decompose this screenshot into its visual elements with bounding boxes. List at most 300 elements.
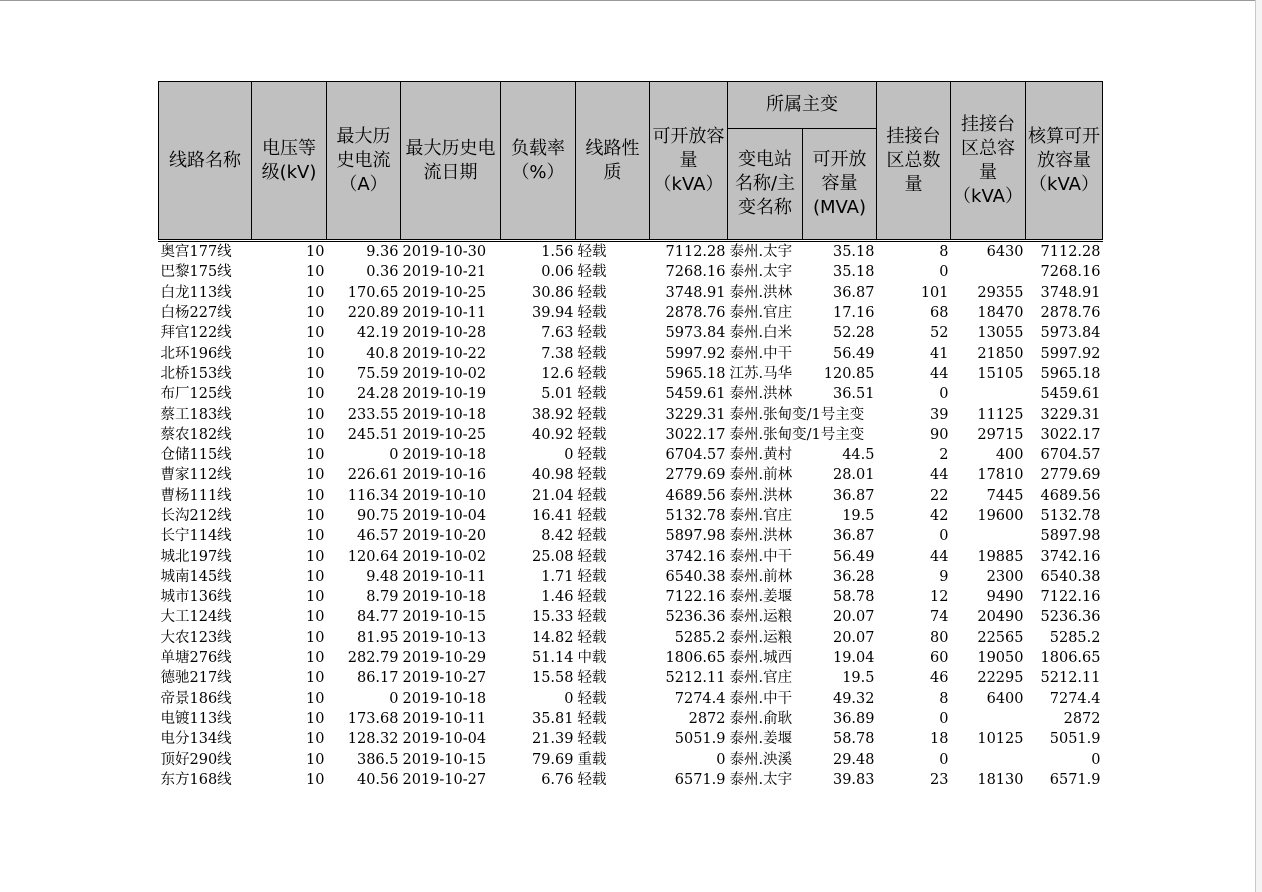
cell-voltage: 10 [306, 528, 325, 545]
cell-area-capacity: 18470 [977, 305, 1024, 322]
cell-load-rate: 15.58 [531, 670, 574, 687]
cell-load-rate: 14.82 [531, 629, 574, 646]
cell-area-count: 68 [930, 305, 949, 322]
cell-voltage: 10 [306, 264, 325, 281]
header-open-capacity: 可开放容量（kVA） [650, 82, 728, 241]
cell-area-capacity [951, 526, 1026, 546]
cell-nature: 轻载 [577, 244, 607, 261]
cell-open-capacity: 7268.16 [665, 264, 726, 281]
cell-open-capacity: 2779.69 [665, 467, 726, 484]
cell-area-count: 0 [939, 751, 949, 768]
cell-area-count: 46 [930, 670, 949, 687]
cell-line-name: 城南145线 [160, 568, 232, 585]
cell-mt-capacity: 36.89 [832, 710, 875, 727]
cell-station: 泰州.洪林 [729, 528, 793, 545]
cell-max-date: 2019-10-27 [402, 771, 487, 788]
cell-open-capacity: 7122.16 [665, 589, 726, 606]
cell-line-name: 奥宫177线 [160, 244, 232, 261]
cell-max-date: 2019-10-11 [402, 305, 487, 322]
cell-line-name: 白杨227线 [160, 305, 232, 322]
cell-area-count: 9 [939, 568, 949, 585]
cell-max-date: 2019-10-18 [402, 690, 487, 707]
cell-calc-capacity: 7274.4 [1049, 690, 1101, 707]
cell-max-current: 233.55 [347, 406, 399, 423]
cell-voltage: 10 [306, 548, 325, 565]
cell-open-capacity: 5459.61 [665, 386, 726, 403]
header-max-date: 最大历史电流日期 [401, 82, 501, 241]
table-body [159, 241, 1103, 791]
cell-load-rate: 25.08 [531, 548, 574, 565]
cell-area-capacity: 7445 [986, 487, 1024, 504]
cell-calc-capacity: 7112.28 [1040, 244, 1101, 261]
cell-station: 泰州.官庄 [729, 305, 793, 322]
cell-max-current: 0.36 [366, 264, 399, 281]
header-mt-capacity: 可开放容量(MVA) [803, 129, 877, 241]
cell-calc-capacity: 5236.36 [1040, 609, 1101, 626]
cell-voltage: 10 [306, 284, 325, 301]
cell-mt-capacity: 56.49 [832, 548, 875, 565]
cell-max-date: 2019-10-02 [402, 548, 487, 565]
cell-area-capacity: 19885 [977, 548, 1024, 565]
table-row [159, 445, 1103, 465]
cell-max-current: 245.51 [347, 426, 399, 443]
cell-station: 泰州.张甸变/1号主变 [729, 426, 865, 443]
cell-mt-capacity: 36.51 [832, 386, 875, 403]
cell-area-count: 8 [939, 690, 949, 707]
table-row [159, 689, 1103, 709]
cell-nature: 轻载 [577, 670, 607, 687]
cell-max-current: 0 [389, 690, 399, 707]
cell-max-current: 220.89 [347, 305, 399, 322]
cell-area-capacity: 2300 [986, 568, 1024, 585]
cell-load-rate: 21.04 [531, 487, 574, 504]
cell-mt-capacity: 19.5 [842, 508, 875, 524]
cell-max-current: 173.68 [347, 710, 399, 727]
cell-max-current: 116.34 [347, 487, 399, 504]
cell-voltage: 10 [306, 751, 325, 768]
table-row [159, 283, 1103, 303]
cell-open-capacity: 0 [716, 751, 726, 768]
table-row [159, 303, 1103, 323]
cell-max-date: 2019-10-25 [402, 426, 487, 443]
cell-calc-capacity: 5965.18 [1040, 365, 1101, 382]
capacity-table [158, 81, 1103, 790]
cell-mt-capacity: 56.49 [832, 345, 875, 362]
cell-nature: 中载 [577, 650, 607, 667]
cell-station: 泰州.姜堰 [729, 731, 793, 748]
cell-station: 泰州.中干 [729, 345, 793, 362]
cell-mt-capacity: 29.48 [832, 751, 875, 768]
cell-voltage: 10 [306, 447, 325, 464]
cell-area-count: 18 [930, 731, 949, 748]
cell-max-current: 9.36 [366, 244, 399, 261]
cell-load-rate: 38.92 [531, 406, 574, 423]
cell-nature: 轻载 [577, 568, 607, 585]
cell-area-capacity [951, 749, 1026, 769]
cell-max-date: 2019-10-15 [402, 751, 487, 768]
table-row [159, 425, 1103, 445]
cell-load-rate: 40.98 [531, 467, 574, 484]
cell-mt-capacity: 39.83 [832, 771, 875, 788]
cell-area-count: 80 [930, 629, 949, 646]
cell-open-capacity: 5051.9 [674, 731, 726, 748]
cell-area-capacity: 22295 [977, 670, 1024, 687]
cell-load-rate: 79.69 [531, 751, 574, 768]
cell-area-capacity: 13055 [977, 325, 1024, 342]
cell-line-name: 北桥153线 [160, 365, 232, 382]
cell-load-rate: 8.42 [541, 528, 574, 545]
cell-calc-capacity: 2878.76 [1040, 305, 1101, 322]
table-row [159, 323, 1103, 343]
cell-open-capacity: 7274.4 [674, 690, 726, 707]
cell-max-current: 386.5 [356, 751, 399, 768]
cell-open-capacity: 5997.92 [665, 345, 726, 362]
cell-nature: 轻载 [577, 345, 607, 362]
cell-nature: 轻载 [577, 264, 607, 281]
cell-nature: 轻载 [577, 690, 607, 707]
cell-line-name: 蔡农182线 [160, 426, 232, 443]
table-row [159, 587, 1103, 607]
cell-calc-capacity: 1806.65 [1040, 650, 1101, 667]
cell-area-capacity: 6400 [986, 690, 1024, 707]
cell-max-date: 2019-10-11 [402, 568, 487, 585]
cell-area-capacity [951, 262, 1026, 282]
cell-calc-capacity: 7122.16 [1040, 589, 1101, 606]
cell-max-current: 128.32 [347, 731, 399, 748]
cell-max-current: 0 [389, 447, 399, 464]
cell-line-name: 大工124线 [160, 609, 232, 626]
cell-line-name: 城北197线 [160, 548, 232, 565]
cell-line-name: 长沟212线 [160, 508, 232, 524]
cell-mt-capacity: 19.5 [842, 670, 875, 687]
cell-nature: 轻载 [577, 731, 607, 748]
cell-area-capacity: 22565 [977, 629, 1024, 646]
cell-calc-capacity: 0 [1091, 751, 1101, 768]
cell-calc-capacity: 5459.61 [1040, 386, 1101, 403]
header-calc-capacity: 核算可开放容量（kVA） [1026, 82, 1103, 241]
cell-load-rate: 7.38 [541, 345, 574, 362]
table-row [159, 241, 1103, 263]
header-area-capacity: 挂接台区总容量（kVA） [951, 82, 1026, 241]
cell-area-count: 22 [930, 487, 949, 504]
cell-load-rate: 39.94 [531, 305, 574, 322]
cell-load-rate: 0.06 [541, 264, 574, 281]
cell-nature: 轻载 [577, 609, 607, 626]
cell-station: 泰州.太宇 [729, 771, 793, 788]
cell-area-count: 101 [920, 284, 949, 301]
cell-voltage: 10 [306, 426, 325, 443]
cell-area-count: 2 [939, 447, 949, 464]
cell-mt-capacity: 20.07 [832, 629, 875, 646]
cell-calc-capacity: 3742.16 [1040, 548, 1101, 565]
cell-area-capacity: 17810 [977, 467, 1024, 484]
cell-open-capacity: 6571.9 [674, 771, 726, 788]
cell-station: 泰州.洪林 [729, 284, 793, 301]
cell-line-name: 电镀113线 [160, 710, 232, 727]
cell-load-rate: 1.71 [541, 568, 574, 585]
cell-mt-capacity: 35.18 [832, 244, 875, 261]
cell-line-name: 大农123线 [160, 629, 232, 646]
cell-voltage: 10 [306, 670, 325, 687]
cell-voltage: 10 [306, 345, 325, 362]
cell-max-current: 81.95 [356, 629, 399, 646]
cell-load-rate: 15.33 [531, 609, 574, 626]
cell-max-current: 84.77 [356, 609, 399, 626]
cell-nature: 轻载 [577, 365, 607, 382]
table-row [159, 628, 1103, 648]
cell-station: 泰州.白米 [729, 325, 793, 342]
cell-area-count: 74 [930, 609, 949, 626]
cell-load-rate: 35.81 [531, 710, 574, 727]
cell-area-count: 60 [930, 650, 949, 667]
cell-max-date: 2019-10-16 [402, 467, 487, 484]
cell-area-count: 39 [930, 406, 949, 423]
cell-max-current: 40.56 [356, 771, 399, 788]
cell-area-capacity: 29355 [977, 284, 1024, 301]
cell-max-current: 9.48 [366, 568, 399, 585]
cell-max-current: 75.59 [356, 365, 399, 382]
cell-load-rate: 12.6 [541, 365, 574, 382]
table-row [159, 607, 1103, 627]
cell-mt-capacity: 36.87 [832, 528, 875, 545]
cell-open-capacity: 1806.65 [665, 650, 726, 667]
cell-station: 泰州.黄村 [729, 447, 793, 464]
cell-area-count: 8 [939, 244, 949, 261]
cell-voltage: 10 [306, 629, 325, 646]
cell-max-current: 170.65 [347, 284, 399, 301]
table-row [159, 729, 1103, 749]
cell-mt-capacity: 36.87 [832, 284, 875, 301]
header-max-current: 最大历史电流（A） [327, 82, 401, 241]
cell-station: 泰州.洪林 [729, 487, 793, 504]
cell-max-current: 8.79 [366, 589, 399, 606]
cell-nature: 轻载 [577, 710, 607, 727]
cell-voltage: 10 [306, 386, 325, 403]
cell-area-count: 0 [939, 386, 949, 403]
cell-voltage: 10 [306, 731, 325, 748]
cell-line-name: 单塘276线 [160, 650, 232, 667]
cell-area-capacity: 21850 [977, 345, 1024, 362]
cell-station: 江苏.马华 [729, 365, 793, 382]
cell-max-date: 2019-10-30 [402, 244, 487, 261]
cell-max-date: 2019-10-04 [402, 508, 487, 524]
cell-area-count: 0 [939, 528, 949, 545]
cell-load-rate: 51.14 [531, 650, 574, 667]
cell-mt-capacity: 44.5 [842, 447, 875, 464]
cell-line-name: 白龙113线 [160, 284, 232, 301]
cell-open-capacity: 5285.2 [674, 629, 726, 646]
table-row [159, 526, 1103, 546]
table-row [159, 384, 1103, 404]
cell-area-count: 12 [930, 589, 949, 606]
cell-max-current: 40.8 [366, 345, 399, 362]
cell-area-capacity: 29715 [977, 426, 1024, 443]
cell-calc-capacity: 7268.16 [1040, 264, 1101, 281]
cell-line-name: 曹杨111线 [160, 487, 232, 504]
cell-open-capacity: 5132.78 [665, 508, 726, 524]
cell-area-capacity [951, 709, 1026, 729]
cell-max-date: 2019-10-13 [402, 629, 487, 646]
cell-max-date: 2019-10-29 [402, 650, 487, 667]
cell-open-capacity: 5973.84 [665, 325, 726, 342]
cell-mt-capacity: 52.28 [832, 325, 875, 342]
cell-open-capacity: 2872 [688, 710, 726, 727]
cell-max-date: 2019-10-02 [402, 365, 487, 382]
cell-line-name: 蔡工183线 [160, 406, 232, 423]
cell-max-date: 2019-10-21 [402, 264, 487, 281]
cell-calc-capacity: 5051.9 [1049, 731, 1101, 748]
cell-area-count: 42 [930, 508, 949, 524]
cell-station: 泰州.太宇 [729, 244, 793, 261]
cell-area-capacity [951, 384, 1026, 404]
cell-max-current: 282.79 [347, 650, 399, 667]
cell-area-capacity: 6430 [986, 244, 1024, 261]
cell-line-name: 布厂125线 [160, 386, 232, 403]
cell-calc-capacity: 3748.91 [1040, 284, 1101, 301]
cell-nature: 轻载 [577, 447, 607, 464]
cell-area-count: 0 [939, 264, 949, 281]
table-row [159, 749, 1103, 769]
cell-area-capacity: 20490 [977, 609, 1024, 626]
cell-calc-capacity: 5997.92 [1040, 345, 1101, 362]
table-row [159, 486, 1103, 506]
cell-station: 泰州.官庄 [729, 508, 793, 524]
cell-station: 泰州.中干 [729, 690, 793, 707]
cell-area-count: 44 [930, 548, 949, 565]
cell-mt-capacity: 28.01 [832, 467, 875, 484]
cell-mt-capacity: 20.07 [832, 609, 875, 626]
cell-voltage: 10 [306, 487, 325, 504]
cell-line-name: 东方168线 [160, 771, 232, 788]
cell-line-name: 德驰217线 [160, 670, 232, 687]
cell-max-current: 226.61 [347, 467, 399, 484]
cell-station: 泰州.官庄 [729, 670, 793, 687]
cell-nature: 轻载 [577, 426, 607, 443]
cell-line-name: 帝景186线 [160, 690, 232, 707]
cell-station: 泰州.太宇 [729, 264, 793, 281]
cell-mt-capacity: 36.87 [832, 487, 875, 504]
cell-open-capacity: 3229.31 [665, 406, 726, 423]
cell-nature: 轻载 [577, 771, 607, 788]
cell-nature: 轻载 [577, 589, 607, 606]
cell-station: 泰州.运粮 [729, 629, 793, 646]
cell-open-capacity: 3022.17 [665, 426, 726, 443]
header-area-count: 挂接台区总数量 [877, 82, 951, 241]
cell-calc-capacity: 6540.38 [1040, 568, 1101, 585]
cell-load-rate: 21.39 [531, 731, 574, 748]
page-top-border [0, 0, 1262, 1]
cell-station: 泰州.前林 [729, 467, 793, 484]
cell-max-current: 46.57 [356, 528, 399, 545]
cell-line-name: 仓储115线 [160, 447, 232, 464]
cell-station: 泰州.中干 [729, 548, 793, 565]
cell-calc-capacity: 5973.84 [1040, 325, 1101, 342]
cell-max-date: 2019-10-28 [402, 325, 487, 342]
cell-voltage: 10 [306, 406, 325, 423]
cell-area-count: 44 [930, 365, 949, 382]
cell-nature: 重载 [577, 751, 607, 768]
cell-mt-capacity: 120.85 [823, 365, 875, 382]
cell-nature: 轻载 [577, 487, 607, 504]
cell-nature: 轻载 [577, 406, 607, 423]
cell-voltage: 10 [306, 710, 325, 727]
cell-load-rate: 30.86 [531, 284, 574, 301]
cell-open-capacity: 7112.28 [665, 244, 726, 261]
cell-calc-capacity: 5132.78 [1040, 508, 1101, 524]
cell-nature: 轻载 [577, 548, 607, 565]
cell-load-rate: 40.92 [531, 426, 574, 443]
cell-line-name: 城市136线 [160, 589, 232, 606]
header-voltage: 电压等级(kV) [252, 82, 327, 241]
cell-max-date: 2019-10-15 [402, 609, 487, 626]
cell-area-capacity: 11125 [977, 406, 1024, 423]
cell-open-capacity: 4689.56 [665, 487, 726, 504]
cell-station: 泰州.前林 [729, 568, 793, 585]
cell-max-date: 2019-10-11 [402, 710, 487, 727]
cell-max-date: 2019-10-10 [402, 487, 487, 504]
cell-load-rate: 5.01 [541, 386, 574, 403]
cell-calc-capacity: 2872 [1063, 710, 1101, 727]
table-row [159, 506, 1103, 526]
cell-area-capacity: 10125 [977, 731, 1024, 748]
cell-max-date: 2019-10-18 [402, 447, 487, 464]
cell-calc-capacity: 6704.57 [1040, 447, 1101, 464]
cell-nature: 轻载 [577, 528, 607, 545]
cell-load-rate: 6.76 [541, 771, 574, 788]
cell-open-capacity: 5965.18 [665, 365, 726, 382]
cell-max-current: 90.75 [356, 508, 399, 524]
cell-load-rate: 16.41 [531, 508, 574, 524]
cell-max-current: 42.19 [356, 325, 399, 342]
table-row [159, 546, 1103, 566]
cell-load-rate: 0 [564, 447, 574, 464]
cell-line-name: 电分134线 [160, 731, 232, 748]
cell-mt-capacity: 19.04 [832, 650, 875, 667]
cell-mt-capacity: 36.28 [832, 568, 875, 585]
table-row [159, 343, 1103, 363]
cell-nature: 轻载 [577, 284, 607, 301]
table-row [159, 668, 1103, 688]
cell-voltage: 10 [306, 609, 325, 626]
cell-open-capacity: 6704.57 [665, 447, 726, 464]
cell-open-capacity: 3748.91 [665, 284, 726, 301]
cell-area-capacity: 18130 [977, 771, 1024, 788]
cell-calc-capacity: 6571.9 [1049, 771, 1101, 788]
cell-area-count: 0 [939, 710, 949, 727]
cell-nature: 轻载 [577, 629, 607, 646]
cell-max-date: 2019-10-19 [402, 386, 487, 403]
cell-calc-capacity: 5212.11 [1040, 670, 1101, 687]
cell-line-name: 巴黎175线 [160, 264, 232, 281]
cell-area-capacity: 19600 [977, 508, 1024, 524]
cell-station: 泰州.姜堰 [729, 589, 793, 606]
cell-nature: 轻载 [577, 305, 607, 322]
table-row [159, 648, 1103, 668]
header-main-transformer: 所属主变 [728, 82, 877, 129]
cell-voltage: 10 [306, 244, 325, 261]
cell-max-date: 2019-10-04 [402, 731, 487, 748]
cell-station: 泰州.运粮 [729, 609, 793, 626]
cell-line-name: 顶好290线 [160, 751, 232, 768]
cell-voltage: 10 [306, 650, 325, 667]
cell-voltage: 10 [306, 690, 325, 707]
cell-calc-capacity: 3229.31 [1040, 406, 1101, 423]
table-row [159, 364, 1103, 384]
cell-nature: 轻载 [577, 508, 607, 524]
cell-calc-capacity: 2779.69 [1040, 467, 1101, 484]
table-row [159, 404, 1103, 424]
header-line-name: 线路名称 [159, 82, 252, 241]
